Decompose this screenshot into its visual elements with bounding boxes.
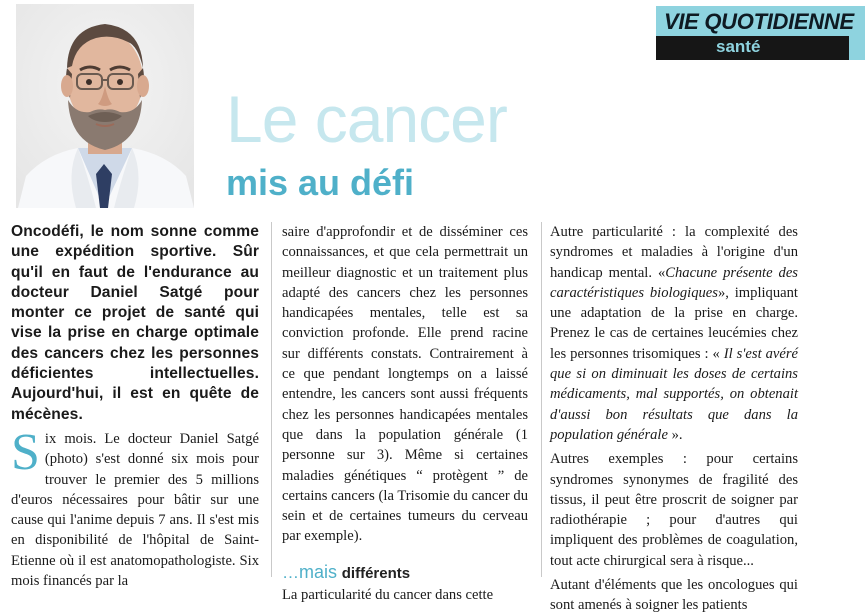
section-accent-block xyxy=(849,36,865,60)
section-title-bar xyxy=(656,6,865,36)
article-column-2 xyxy=(282,222,528,605)
column-3-quote-1: Chacune présente des caractéristiques biologiques xyxy=(550,264,798,301)
article-lead: Oncodéfi, le nom sonne comme une expédition sportive. Sûr qu'il en faut de l'endurance au docteur Daniel Satgé pour monter ce projet de santé qui vise la prise en charge optimale des cancers chez les personnes déficientes intellectuelles. Aujourd'hui, il est en quête de mécènes. xyxy=(11,223,259,423)
portrait-photo xyxy=(16,4,194,208)
column-2-text: saire d'approfondir et de disséminer ces connaissances, et que cela permettrait un meilleur diagnostic et un traitement plus adapté des cancers chez les personnes handicapées mentales, telle est sa conviction profonde. Elle prend racine sur différents constats. Contrairement à ce que pendant longtemps on a laissé entendre, les cancers sont aussi fréquents chez les personnes handicapées mentales que dans la population générale (1 personne sur 3). Même si certaines maladies génétiques “ protègent ” de certains cancers (la Trisomie du cancer du sein et de certaines tumeurs du cerveau par exemple). xyxy=(282,224,528,545)
column-rule-2 xyxy=(541,222,542,577)
intertitle-rest: différents xyxy=(341,564,411,582)
section-title: VIE QUOTIDIENNE xyxy=(664,9,854,34)
article-column-1 xyxy=(11,222,259,591)
headline-title: Le cancer xyxy=(226,82,507,156)
column-3-paragraph-2: Autres exemples : pour certains syndromes synonymes de fragilité des tissus, il peut être proscrit de soigner par radiothérapie ; pour d'autres qui impliquent des problèmes de coagulation, tout acte chirurgical sera à risque... xyxy=(550,451,798,569)
headline-subtitle: mis au défi xyxy=(226,162,415,203)
column-1-text: ix mois. Le docteur Daniel Satgé (photo) s'est donné six mois pour trouver le premier des 5 millions d'euros nécessaires pour bâtir sur une cause qui l'anime depuis 7 ans. Il s'est mis en disponibilité de l'hôpital de Saint-Etienne où il est anatomopathologiste. Six mois financés par la xyxy=(11,430,259,590)
column-3-paragraph-1 xyxy=(550,222,798,445)
column-rule-1 xyxy=(271,222,272,577)
section-badge xyxy=(656,6,865,60)
intertitle-dots: … xyxy=(282,562,299,582)
column-3-text-c: ». xyxy=(671,426,683,443)
column-3-text-a: Autre particularité : la complexité des syndromes et maladies à l'origine d'un handicap mental. « xyxy=(550,224,798,281)
column-3-quote-2: Il s'est avéré que si on diminuait les doses de certains médicaments, mal supportés, on obtenait d'aussi bon résultats que dans la population générale xyxy=(550,345,798,443)
intertitle-highlight: mais xyxy=(299,561,338,582)
article-column-3 xyxy=(550,222,798,616)
column-2-after-text: La particularité du cancer dans cette xyxy=(282,586,494,603)
intertitle xyxy=(282,561,528,585)
column-3-text-b: », impliquant une adaptation de la prise en charge. Prenez le cas de certaines leucémies chez les personnes trisomiques : « xyxy=(550,284,798,362)
section-subtitle-bar xyxy=(656,36,849,60)
article-column-1-body xyxy=(11,423,259,591)
section-subtitle: santé xyxy=(716,37,761,56)
column-3-paragraph-3: Autant d'éléments que les oncologues qui sont amenés à soigner les patients xyxy=(550,577,798,614)
drop-cap: S xyxy=(11,423,40,481)
